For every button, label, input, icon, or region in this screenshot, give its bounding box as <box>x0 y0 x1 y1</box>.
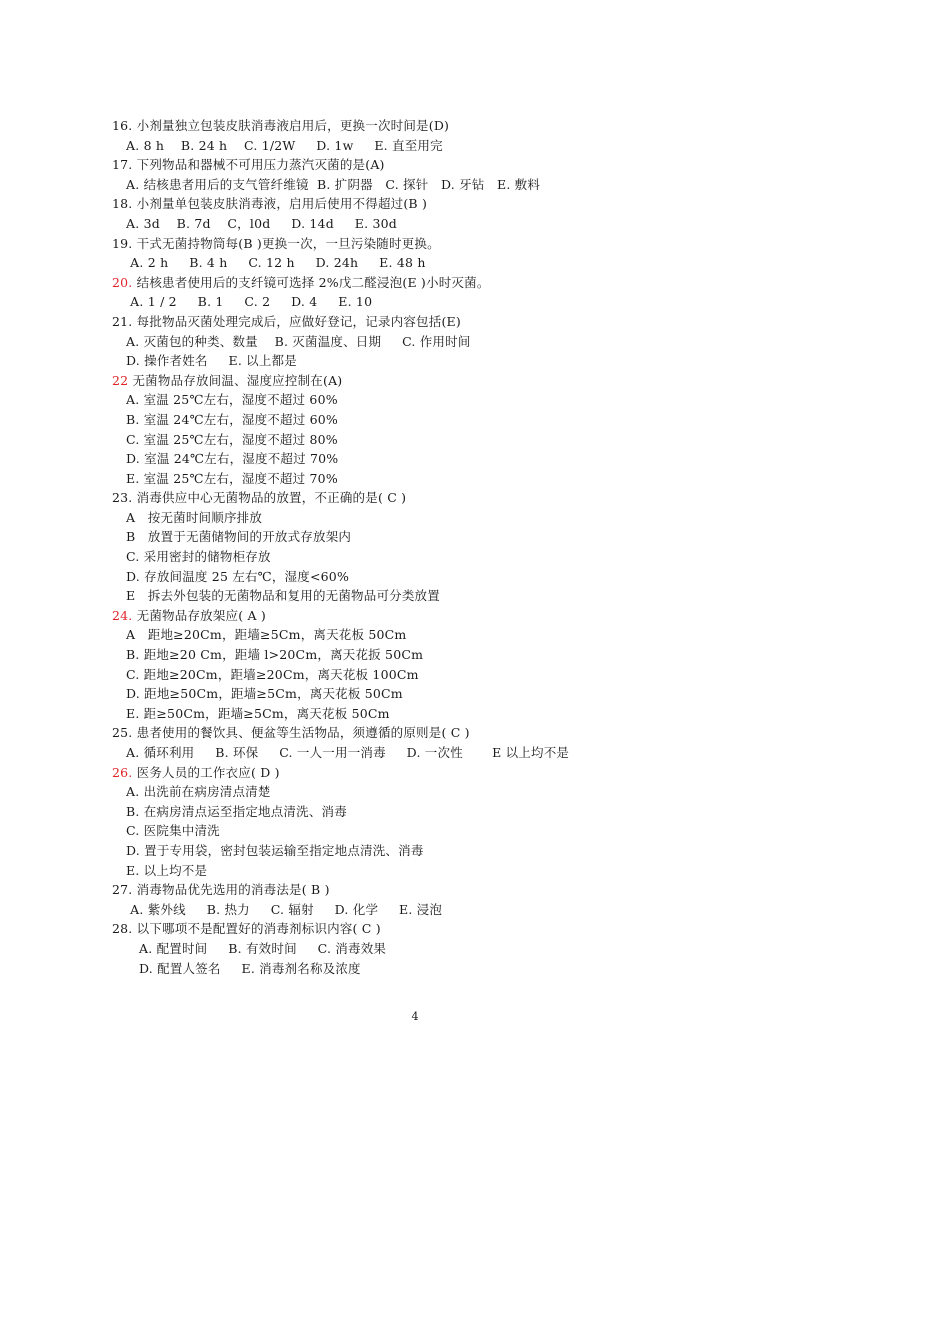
option-line: A 按无菌时间顺序排放 <box>126 509 263 525</box>
question-number: 21. <box>112 313 133 329</box>
option-line: A. 出洗前在病房清点清楚 <box>126 784 271 800</box>
option-line: A. 1 / 2 B. 1 C. 2 D. 4 E. 10 <box>126 294 373 310</box>
option-line: D. 室温 24℃左右，湿度不超过 70% <box>126 451 339 467</box>
question-line <box>112 723 712 743</box>
option-line: A. 结核患者用后的支气管纤维镜 B. 扩阴器 C. 探针 D. 牙钻 E. 敷料 <box>126 176 541 192</box>
question-line <box>112 155 712 175</box>
option-line: D. 置于专用袋，密封包装运输至指定地点清洗、消毒 <box>126 842 424 858</box>
question-text: 患者使用的餐饮具、便盆等生活物品，须遵循的原则是( C ) <box>132 725 470 741</box>
question-text: 医务人员的工作衣应( D ) <box>132 764 280 780</box>
question-number: 23. <box>112 490 133 506</box>
question-number: 18. <box>112 196 133 212</box>
question-text: 消毒物品优先选用的消毒法是( B ) <box>132 882 330 898</box>
question-number: 19. <box>112 235 133 251</box>
option-line: B. 在病房清点运至指定地点清洗、消毒 <box>126 803 347 819</box>
question-text: 消毒供应中心无菌物品的放置，不正确的是( C ) <box>132 490 407 506</box>
option-line: A. 室温 25℃左右，湿度不超过 60% <box>126 392 338 408</box>
question-text: 下列物品和器械不可用压力蒸汽灭菌的是(A) <box>132 157 385 173</box>
question-text: 以下哪项不是配置好的消毒剂标识内容( C ) <box>132 921 381 937</box>
question-line <box>112 194 712 214</box>
question-list <box>112 116 712 978</box>
question-text: 无菌物品存放间温、湿度应控制在(A) <box>128 372 343 388</box>
option-line: C. 医院集中清洗 <box>126 823 220 839</box>
question-line <box>112 273 712 293</box>
question-line <box>112 234 712 254</box>
question-number: 27. <box>112 882 133 898</box>
option-line: D. 操作者姓名 E. 以上都是 <box>126 353 297 369</box>
option-line: A. 3d B. 7d C，l0d D. 14d E. 30d <box>126 215 397 231</box>
question-line <box>112 763 712 783</box>
option-line: E. 距≥50Cm，距墙≥5Cm，离天花板 50Cm <box>126 705 390 721</box>
option-line: E. 以上均不是 <box>126 862 208 878</box>
option-line: A. 2 h B. 4 h C. 12 h D. 24h E. 48 h <box>126 255 426 271</box>
question-line <box>112 371 712 391</box>
question-line <box>112 488 712 508</box>
question-text: 干式无菌持物筒每(B )更换一次，一旦污染随时更换。 <box>132 235 440 251</box>
question-text: 结核患者使用后的支纤镜可选择 2%戊二醛浸泡(E )小时灭菌。 <box>132 274 490 290</box>
question-line <box>112 880 712 900</box>
option-line: A. 8 h B. 24 h C. 1/2W D. 1w E. 直至用完 <box>126 137 443 153</box>
option-line: A. 灭菌包的种类、数量 B. 灭菌温度、日期 C. 作用时间 <box>126 333 471 349</box>
option-line: E 拆去外包装的无菌物品和复用的无菌物品可分类放置 <box>126 588 440 604</box>
option-line: A. 紫外线 B. 热力 C. 辐射 D. 化学 E. 浸泡 <box>126 901 443 917</box>
question-number: 25. <box>112 725 133 741</box>
question-text: 小剂量独立包装皮肤消毒液启用后，更换一次时间是(D) <box>132 118 450 133</box>
question-line <box>112 312 712 332</box>
question-text: 小剂量单包装皮肤消毒液，启用后使用不得超过(B ) <box>132 196 428 212</box>
option-line: C. 室温 25℃左右，湿度不超过 80% <box>126 431 338 447</box>
question-number: 20. <box>112 274 133 290</box>
question-text: 无菌物品存放架应( A ) <box>132 607 266 623</box>
option-line: B 放置于无菌储物间的开放式存放架内 <box>126 529 352 545</box>
question-line <box>112 606 712 626</box>
question-number: 17. <box>112 157 133 173</box>
option-line: A. 配置时间 B. 有效时间 C. 消毒效果 <box>139 940 387 956</box>
question-number: 22 <box>112 372 129 388</box>
option-line: E. 室温 25℃左右，湿度不超过 70% <box>126 470 338 486</box>
option-line: C. 距地≥20Cm，距墙≥20Cm，离天花板 100Cm <box>126 666 419 682</box>
option-line: A 距地≥20Cm，距墙≥5Cm，离天花板 50Cm <box>126 627 407 643</box>
option-line: B. 距地≥20 Cm，距墙 l>20Cm，离天花扳 50Cm <box>126 647 424 663</box>
option-line: D. 存放间温度 25 左右℃，湿度<60% <box>126 568 350 584</box>
question-number: 16. <box>112 118 133 133</box>
question-number: 28. <box>112 921 133 937</box>
page-number: 4 <box>411 1010 419 1023</box>
option-line: A. 循环利用 B. 环保 C. 一人一用一消毒 D. 一次性 E 以上均不是 <box>126 745 570 760</box>
question-text: 每批物品灭菌处理完成后，应做好登记，记录内容包括(E) <box>132 313 461 329</box>
option-line: D. 配置人签名 E. 消毒剂名称及浓度 <box>139 960 361 976</box>
question-line <box>112 919 712 939</box>
option-line: D. 距地≥50Cm，距墙≥5Cm，离天花板 50Cm <box>126 686 403 702</box>
option-line: C. 采用密封的储物柜存放 <box>126 549 271 565</box>
question-line <box>112 116 712 136</box>
option-line: B. 室温 24℃左右，湿度不超过 60% <box>126 411 338 427</box>
question-number: 24. <box>112 607 133 623</box>
question-number: 26. <box>112 764 133 780</box>
